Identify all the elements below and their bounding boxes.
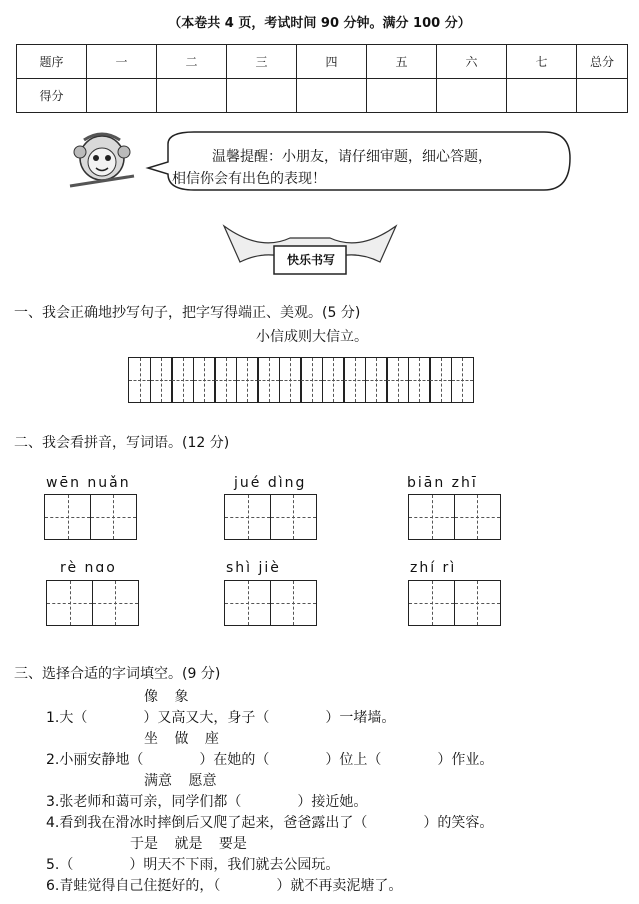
q3-sentence-6: 6.青蛙觉得自己住挺好的，（ ）就不再卖泥塘了。 [46,878,403,894]
writing-cell[interactable] [224,494,271,540]
writing-cell[interactable] [386,357,409,403]
q3-options-1: 像 象 [144,689,189,705]
q3-sentence-4: 4.看到我在滑冰时摔倒后又爬了起来，爸爸露出了（ ）的笑容。 [46,815,494,831]
score-cell: 一 [87,45,157,79]
word-grid[interactable] [408,494,499,540]
reminder-line-1: 温馨提醒：小朋友，请仔细审题，细心答题， [212,149,492,165]
word-grid[interactable] [224,580,315,626]
q1-title: 一、我会正确地抄写句子，把字写得端正、美观。(5 分) [14,305,361,321]
q1-sentence: 小信成则大信立。 [256,329,368,345]
score-table-score-row [17,79,628,113]
score-table-header-row [17,45,628,79]
q3-sentence-2: 2.小丽安静地（ ）在她的（ ）位上（ ）作业。 [46,752,494,768]
writing-cell[interactable] [236,357,259,403]
writing-cell[interactable] [322,357,345,403]
word-grid[interactable] [46,580,137,626]
writing-cell[interactable] [46,580,93,626]
q3-options-3: 满意 愿意 [144,773,217,789]
q3-sentence-3: 3.张老师和蔼可亲，同学们都（ ）接近她。 [46,794,368,810]
q3-sentence-5: 5.（ ）明天不下雨，我们就去公园玩。 [46,857,340,873]
word-grid[interactable] [44,494,135,540]
pinyin-label: shì jiè [226,560,281,576]
writing-cell[interactable] [270,494,317,540]
score-input-cell[interactable] [157,79,227,113]
pinyin-label: biān zhī [407,475,478,491]
word-grid[interactable] [408,580,499,626]
score-cell: 七 [507,45,577,79]
reminder-text [172,146,492,190]
score-cell: 总分 [577,45,628,79]
writing-cell[interactable] [454,580,501,626]
q3-options-2: 坐 做 座 [144,731,219,747]
score-cell: 题序 [17,45,87,79]
writing-cell[interactable] [279,357,302,403]
writing-cell[interactable] [451,357,474,403]
writing-cell[interactable] [300,357,323,403]
score-input-cell[interactable] [87,79,157,113]
pinyin-label: wēn nuǎn [46,475,131,491]
score-input-cell[interactable] [297,79,367,113]
writing-cell[interactable] [193,357,216,403]
writing-cell[interactable] [128,357,151,403]
writing-cell[interactable] [454,494,501,540]
writing-cell[interactable] [408,357,431,403]
score-input-cell[interactable] [577,79,628,113]
writing-cell[interactable] [408,494,455,540]
score-input-cell[interactable] [437,79,507,113]
writing-cell[interactable] [343,357,366,403]
section-banner [220,222,400,280]
score-cell: 六 [437,45,507,79]
reminder-bubble [64,128,574,198]
exam-header-note: （本卷共 4 页，考试时间 90 分钟。满分 100 分） [168,16,471,31]
q1-writing-grid[interactable] [128,357,472,403]
score-input-cell[interactable] [367,79,437,113]
writing-cell[interactable] [408,580,455,626]
reminder-line-2: 相信你会有出色的表现！ [172,171,326,187]
writing-cell[interactable] [365,357,388,403]
writing-cell[interactable] [257,357,280,403]
q3-sentence-1: 1.大（ ）又高又大，身子（ ）一堵墙。 [46,710,396,726]
score-cell: 四 [297,45,367,79]
writing-cell[interactable] [92,580,139,626]
writing-cell[interactable] [44,494,91,540]
score-cell: 五 [367,45,437,79]
banner-label: 快乐书写 [286,253,335,267]
score-cell: 三 [227,45,297,79]
score-cell: 二 [157,45,227,79]
writing-cell[interactable] [90,494,137,540]
writing-cell[interactable] [150,357,173,403]
q3-title: 三、选择合适的字词填空。(9 分) [14,666,221,682]
score-table [16,44,628,113]
pinyin-label: jué dìng [234,475,307,491]
word-grid[interactable] [224,494,315,540]
writing-cell[interactable] [214,357,237,403]
score-input-cell[interactable] [507,79,577,113]
writing-cell[interactable] [224,580,271,626]
writing-cell[interactable] [429,357,452,403]
q2-title: 二、我会看拼音，写词语。(12 分) [14,435,230,451]
pinyin-label: zhí rì [410,560,457,576]
writing-cell[interactable] [270,580,317,626]
score-input-cell[interactable] [227,79,297,113]
pinyin-label: rè nɑo [60,560,117,576]
q3-options-4: 于是 就是 要是 [130,836,247,852]
writing-cell[interactable] [171,357,194,403]
score-row-label: 得分 [17,79,87,113]
